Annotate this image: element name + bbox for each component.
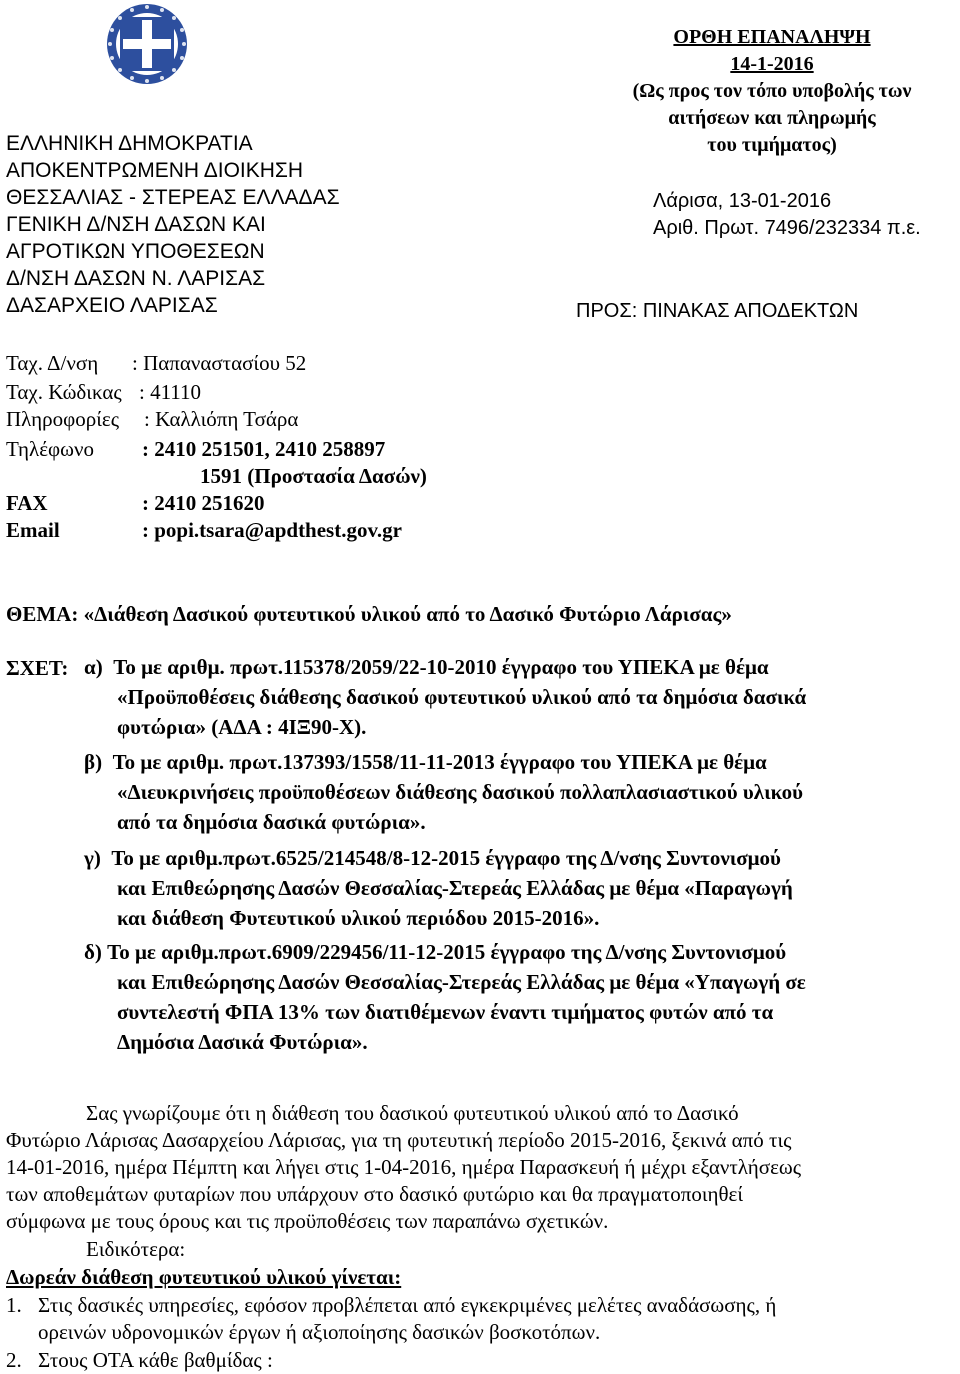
info-value: : Καλλιόπη Τσάρα [144, 407, 299, 431]
reference-marker: α) [84, 655, 103, 679]
contact-postcode [6, 380, 526, 406]
list-number: 2. [6, 1348, 22, 1372]
reissue-date: 14-1-2016 [730, 53, 814, 75]
phone-value-2: 1591 (Προστασία Δασών) [200, 464, 427, 488]
reference-line: «Διευκρινήσεις προϋποθέσεων διάθεσης δασικού πολλαπλασιαστικού υλικού [117, 780, 804, 804]
paragraph-line: Φυτώριο Λάρισας Δασαρχείου Λάρισας, για τη φυτευτική περίοδο 2015-2016, ξεκινά από τις [6, 1128, 792, 1152]
reference-line: «Προϋποθέσεις διάθεσης δασικού φυτευτικού υλικού από τα δημόσια δασικά [117, 685, 807, 709]
contact-phone [6, 437, 526, 463]
email-value: : popi.tsara@apdthest.gov.gr [142, 518, 402, 542]
protocol-number: Αριθ. Πρωτ. 7496/232334 π.ε. [653, 217, 921, 239]
greek-coat-of-arms-icon [106, 3, 188, 85]
issuer-block [6, 130, 340, 319]
reference-line: Το με αριθμ.πρωτ.6909/229456/11-12-2015 έγγραφο της Δ/νσης Συντονισμού [107, 940, 787, 964]
email-label: Email [6, 518, 60, 542]
reference-marker: δ) [84, 940, 102, 964]
subject-line: ΘΕΜΑ: «Διάθεση Δασικού φυτευτικού υλικού από το Δασικό Φυτώριο Λάρισας» [6, 602, 732, 626]
paragraph-line: 14-01-2016, ημέρα Πέμπτη και λήγει στις 1-04-2016, ημέρα Παρασκευή ή μέχρι εξαντλήσεως [6, 1155, 802, 1179]
reference-line: από τα δημόσια δασικά φυτώρια». [117, 810, 426, 834]
place-date: Λάρισα, 13-01-2016 [653, 190, 832, 212]
contact-address [6, 351, 526, 377]
reference-line: Το με αριθμ.πρωτ.6525/214548/8-12-2015 έγγραφο της Δ/νσης Συντονισμού [111, 846, 781, 870]
reference-line: συντελεστή ΦΠΑ 13% των διατιθέμενων έναντι τιμήματος φυτών από τα [117, 1000, 774, 1024]
issuer-line: Δ/ΝΣΗ ΔΑΣΩΝ Ν. ΛΑΡΙΣΑΣ [6, 267, 266, 290]
reissue-block [592, 24, 952, 159]
address-label: Ταχ. Δ/νση [6, 351, 99, 375]
reissue-note-line: αιτήσεων και πληρωμής [668, 107, 876, 129]
contact-fax [6, 491, 526, 517]
reference-line: Το με αριθμ. πρωτ.137393/1558/11-11-2013 έγγραφο του ΥΠΕΚΑ με θέμα [112, 750, 767, 774]
contact-info [6, 407, 526, 433]
paragraph-line: Σας γνωρίζουμε ότι η διάθεση του δασικού φυτευτικού υλικού από το Δασικό [86, 1101, 739, 1125]
reference-marker: γ) [84, 846, 101, 870]
free-distribution-heading: Δωρεάν διάθεση φυτευτικού υλικού γίνεται: [6, 1265, 402, 1289]
paragraph-line: των αποθεμάτων φυταρίων που υπάρχουν στο δασικό φυτώριο και θα πραγματοποιηθεί [6, 1182, 743, 1206]
issuer-line: ΑΓΡΟΤΙΚΩΝ ΥΠΟΘΕΣΕΩΝ [6, 240, 265, 263]
fax-value: : 2410 251620 [142, 491, 265, 515]
reference-line: Το με αριθμ. πρωτ.115378/2059/22-10-2010 έγγραφο του ΥΠΕΚΑ με θέμα [113, 655, 769, 679]
reference-item-a [84, 652, 806, 742]
reference-item-d [84, 937, 806, 1057]
phone-label: Τηλέφωνο [6, 437, 94, 461]
reference-line: και Επιθεώρησης Δασών Θεσσαλίας-Στερεάς Ελλάδας με θέμα «Υπαγωγή σε [117, 970, 806, 994]
list-number: 1. [6, 1293, 22, 1317]
fax-label: FAX [6, 491, 48, 515]
reference-item-c [84, 843, 793, 933]
reference-line: Δημόσια Δασικά Φυτώρια». [117, 1030, 368, 1054]
phone-value: : 2410 251501, 2410 258897 [142, 437, 386, 461]
issuer-line: ΑΠΟΚΕΝΤΡΩΜΕΝΗ ΔΙΟΙΚΗΣΗ [6, 159, 304, 182]
list-item-line: ορεινών υδρονομικών έργων ή αξιοποίησης δασικών βοσκοτόπων. [38, 1320, 601, 1344]
list-item-line: Στις δασικές υπηρεσίες, εφόσον προβλέπεται από εγκεκριμένες μελέτες αναδάσωσης, ή [38, 1293, 777, 1317]
reissue-note-line: (Ως προς τον τόπο υποβολής των [632, 80, 912, 102]
issuer-line: ΔΑΣΑΡΧΕΙΟ ΛΑΡΙΣΑΣ [6, 294, 218, 317]
list-item-line: Στους ΟΤΑ κάθε βαθμίδας : [38, 1348, 273, 1372]
reference-item-b [84, 747, 803, 837]
reference-line: και Επιθεώρησης Δασών Θεσσαλίας-Στερεάς Ελλάδας με θέμα «Παραγωγή [117, 876, 793, 900]
recipients: ΠΡΟΣ: ΠΙΝΑΚΑΣ ΑΠΟΔΕΚΤΩΝ [576, 300, 859, 322]
reference-line: και διάθεση Φυτευτικού υλικού περιόδου 2015-2016». [117, 906, 600, 930]
specifically-label: Ειδικότερα: [86, 1237, 186, 1261]
postcode-label: Ταχ. Κώδικας [6, 380, 122, 404]
address-value: : Παπαναστασίου 52 [132, 351, 307, 375]
issuer-line: ΘΕΣΣΑΛΙΑΣ - ΣΤΕΡΕΑΣ ΕΛΛΑΔΑΣ [6, 186, 340, 209]
reference-marker: β) [84, 750, 103, 774]
references-label: ΣΧΕΤ: [6, 656, 69, 680]
paragraph-line: σύμφωνα με τους όρους και τις προϋποθέσεις των παραπάνω σχετικών. [6, 1209, 609, 1233]
issuer-line: ΕΛΛΗΝΙΚΗ ΔΗΜΟΚΡΑΤΙΑ [6, 132, 253, 155]
postcode-value: : 41110 [139, 380, 202, 404]
issuer-line: ΓΕΝΙΚΗ Δ/ΝΣΗ ΔΑΣΩΝ ΚΑΙ [6, 213, 266, 236]
reissue-title: ΟΡΘΗ ΕΠΑΝΑΛΗΨΗ [673, 26, 871, 48]
contact-email [6, 518, 526, 544]
reissue-note-line: του τιμήματος) [707, 134, 837, 156]
info-label: Πληροφορίες [6, 407, 120, 431]
reference-line: φυτώρια» (ΑΔΑ : 4ΙΞ90-Χ). [117, 715, 367, 739]
